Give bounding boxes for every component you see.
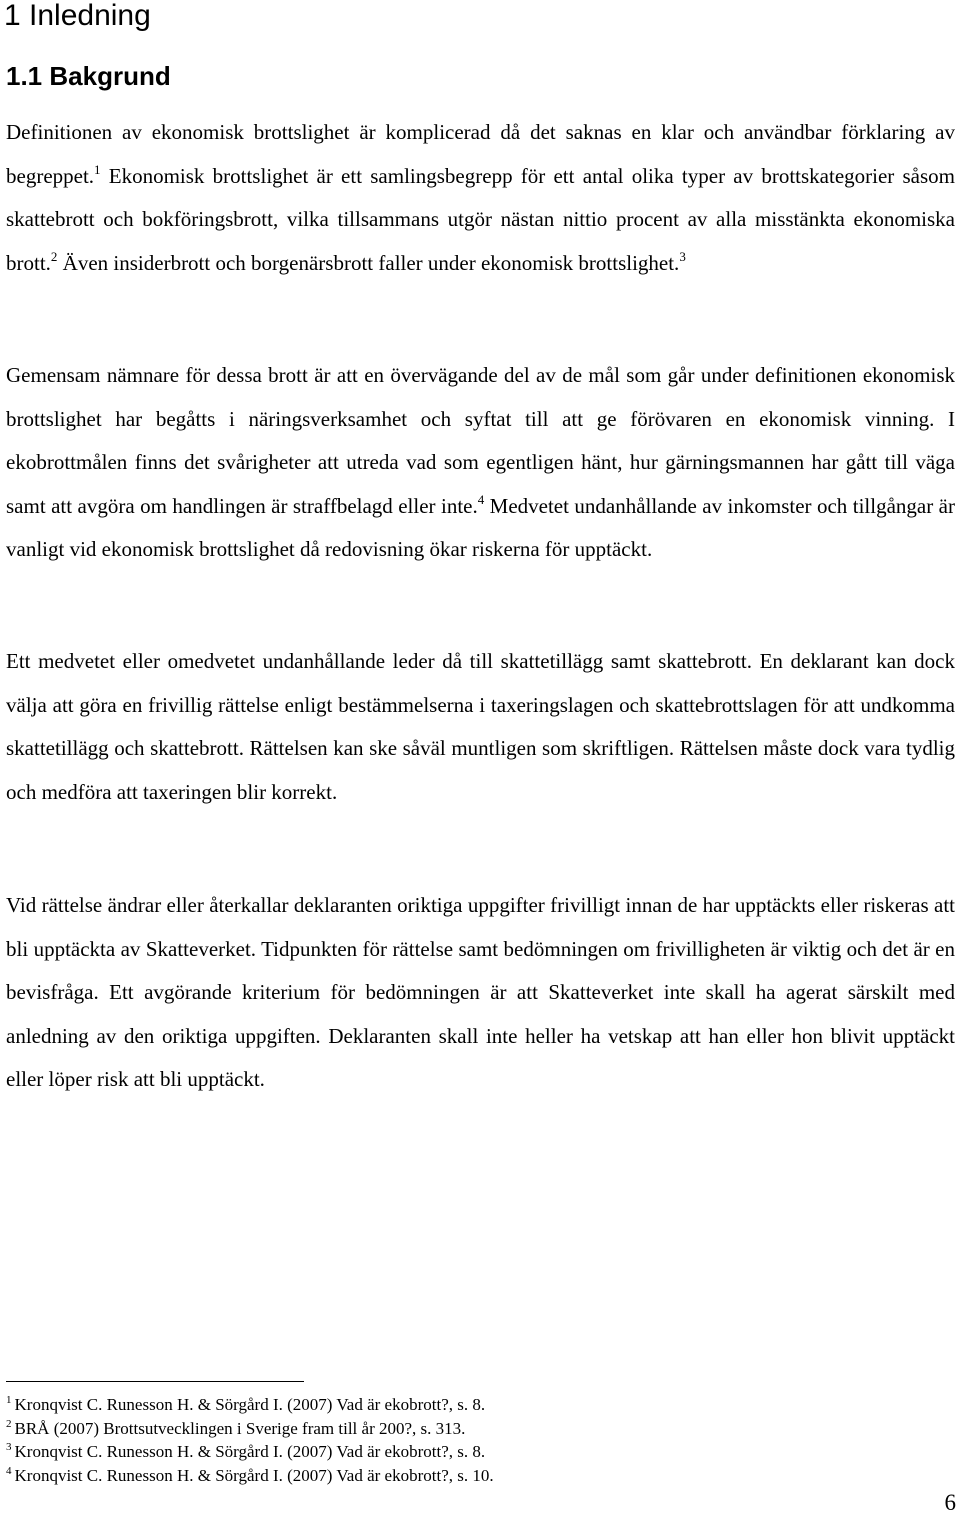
- paragraph-text: Definitionen av ekonomisk brottslighet är komplicerad då det saknas en klar och användbar förklaring av begreppet.: [6, 120, 955, 188]
- footnote-number: 2: [6, 1417, 12, 1430]
- paragraph-text: Ekonomisk brottslighet är ett samlingsbegrepp för ett antal olika typer av brottskategorier såsom skattebrott och bokföringsbrott, vilka tillsammans utgör nästan nittio procent av alla misstänkta ekonomiska brott.: [6, 163, 955, 275]
- footnote-text: BRÅ (2007) Brottsutvecklingen i Sverige fram till år 200?, s. 313.: [14, 1418, 466, 1438]
- footnote-reference: 1: [94, 161, 101, 177]
- footnote-number: 4: [6, 1464, 12, 1477]
- paragraph-text: Även insiderbrott och borgenärsbrott faller under ekonomisk brottslighet.: [57, 250, 680, 275]
- footnote: [6, 1440, 906, 1464]
- paragraph-correction: Vid rättelse ändrar eller återkallar deklaranten oriktiga uppgifter frivilligt innan de har upptäckts eller riskeras att bli upptäckta av Skatteverket. Tidpunkten för rättelse samt bedömningen om frivilligheten är viktig och det är en bevisfråga. Ett avgörande kriterium för bedömningen är att Skatteverket inte skall ha agerat särskilt med anledning av den oriktiga uppgiften. Deklaranten skall inte heller ha vetskap att han eller hon blivit upptäckt eller löper risk att bli upptäckt.: [6, 893, 955, 1092]
- footnote: [6, 1464, 906, 1488]
- footnote-text: Kronqvist C. Runesson H. & Sörgård I. (2007) Vad är ekobrott?, s. 8.: [14, 1395, 486, 1414]
- footnote-reference: 2: [50, 248, 58, 264]
- footnote-number: 3: [6, 1441, 12, 1453]
- footnote-list: [6, 1393, 906, 1487]
- footnote: [6, 1393, 906, 1417]
- footnote-separator: [6, 1381, 304, 1382]
- paragraph-concealment: Ett medvetet eller omedvetet undanhållande leder då till skattetillägg samt skattebrott. En deklarant kan dock välja att göra en frivillig rättelse enligt bestämmelserna i taxeringslagen och skattebrottslagen för att undkomma skattetillägg och skattebrott. Rättelsen kan ske såväl muntligen som skriftligen. Rättelsen måste dock vara tydlig och medföra att taxeringen blir korrekt.: [6, 649, 955, 804]
- page-number: 6: [944, 1490, 956, 1515]
- footnote-text: Kronqvist C. Runesson H. & Sörgård I. (2007) Vad är ekobrott?, s. 8.: [14, 1442, 486, 1461]
- footnote-reference: 3: [679, 248, 686, 264]
- chapter-heading: 1 Inledning: [4, 0, 151, 32]
- footnote-number: 1: [6, 1394, 12, 1406]
- paragraph-definition: [6, 111, 955, 285]
- paragraph-common-denominator: [6, 354, 955, 572]
- footnote-reference: 4: [477, 491, 485, 507]
- paragraph-text: Gemensam nämnare för dessa brott är att en övervägande del av de mål som går under definitionen ekonomisk brottslighet har begåtts i näringsverksamhet och syftat till att ge förövaren en ekonomisk vinning. I ekobrottmålen finns det svårigheter att utreda vad som egentligen hänt, hur gärningsmannen har gått till väga samt att avgöra om handlingen är straffbelagd eller inte.: [6, 363, 955, 518]
- section-heading: 1.1 Bakgrund: [6, 61, 171, 91]
- footnote-text: Kronqvist C. Runesson H. & Sörgård I. (2007) Vad är ekobrott?, s. 10.: [14, 1465, 494, 1485]
- paragraph-text: Medvetet undanhållande av inkomster och tillgångar är vanligt vid ekonomisk brottslighet då redovisning ökar riskerna för upptäckt.: [6, 493, 955, 562]
- footnote: [6, 1417, 906, 1441]
